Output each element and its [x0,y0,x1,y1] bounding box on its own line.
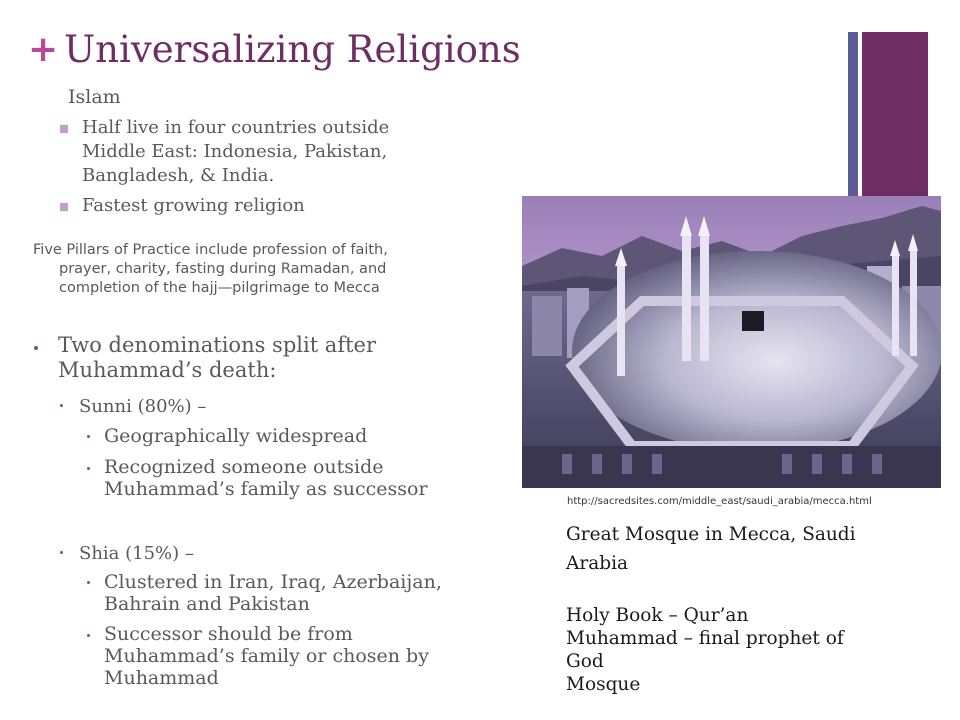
sunni-label: Sunni (80%) – [79,396,207,417]
fact-line: God [566,651,604,672]
bullet-dot-icon [34,346,38,350]
bullet-dot-icon [60,551,63,554]
denominations-line: Muhammad’s death: [58,358,277,382]
shia-point-line: Successor should be from [104,623,353,645]
shia-point-line: Muhammad [104,667,219,689]
fact-line: Holy Book – Qur’an [566,605,749,626]
bullet-dot-icon [87,581,90,584]
bullet-line: Bangladesh, & India. [82,165,275,186]
pillars-line: prayer, charity, fasting during Ramadan, and [59,261,387,277]
bullet-dot-icon [87,634,90,637]
fact-line: Muhammad – final prophet of [566,628,844,649]
bullet-square-icon [60,125,68,133]
section-heading: Islam [68,86,121,108]
five-pillars-text [33,241,523,298]
plus-icon: + [28,29,59,70]
bullet-line: Half live in four countries outside [82,117,390,138]
caption-line: Great Mosque in Mecca, Saudi [566,524,856,545]
bullet-dot-icon [60,404,63,407]
mecca-mosque-photo [522,196,941,488]
bullet-line: Fastest growing religion [82,195,305,216]
fact-line: Mosque [566,674,641,695]
bullet-dot-icon [87,467,90,470]
accent-bar-thin [848,32,858,202]
image-source-link[interactable]: http://sacredsites.com/middle_east/saudi_arabia/mecca.html [567,496,872,507]
shia-point-line: Bahrain and Pakistan [104,593,310,615]
shia-point-line: Clustered in Iran, Iraq, Azerbaijan, [104,571,442,593]
sunni-point-line: Recognized someone outside [104,456,384,478]
slide-title: Universalizing Religions [64,28,521,71]
bullet-dot-icon [87,435,90,438]
caption-line: Arabia [566,553,629,574]
accent-bar-wide [862,32,928,202]
pillars-line: completion of the hajj—pilgrimage to Mecca [59,280,380,296]
sunni-point-line: Geographically widespread [104,425,368,447]
shia-point-line: Muhammad’s family or chosen by [104,645,429,667]
sunni-point-line: Muhammad’s family as successor [104,478,428,500]
shia-label: Shia (15%) – [79,543,194,564]
denominations-line: Two denominations split after [58,333,377,357]
pillars-line: Five Pillars of Practice include profession of faith, [33,242,388,258]
bullet-square-icon [60,203,68,211]
bullet-line: Middle East: Indonesia, Pakistan, [82,141,388,162]
